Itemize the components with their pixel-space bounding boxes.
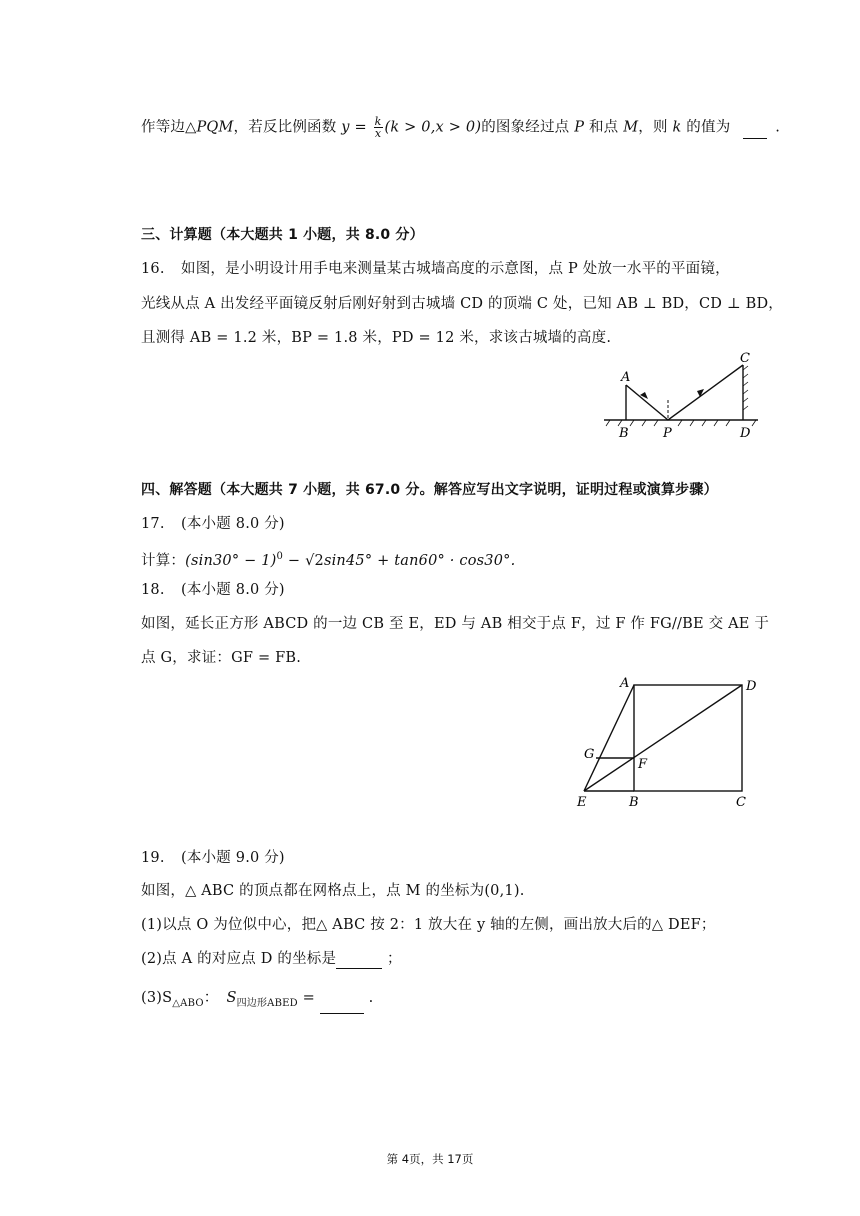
question-number: 16.: [141, 261, 165, 277]
question-score: (本小题 8.0 分): [181, 516, 285, 532]
label-F: F: [638, 757, 648, 772]
q18-header: [141, 580, 285, 600]
question-number: 17.: [141, 516, 165, 532]
section-heading: 四、解答题（本大题共 7 小题，共 67.0 分。解答应写出文字说明，证明过程或演算步骤）: [141, 482, 718, 498]
q15-function: y =: [341, 119, 372, 136]
q17-header: [141, 514, 285, 534]
question-number: 18.: [141, 582, 165, 598]
label-C: C: [740, 351, 750, 366]
square-ABCD: [634, 685, 742, 791]
q16-line3: 且测得 AB = 1.2 米，BP = 1.8 米，PD = 12 米，求该古城墙的高度.: [141, 330, 612, 346]
q17-expression: 计算：$(\sin 30^\circ - 1)^0 - √2\sin 45^\circ + \tan 60^\circ \cdot \cos 30^\circ$.: [141, 551, 516, 569]
label-G: G: [584, 747, 595, 762]
q19-line4: $(3)S_{\triangle ABO}$： $S_{四边形ABED}$ = .: [141, 988, 373, 1014]
answer-blank: [320, 997, 364, 1014]
section-heading: 三、计算题（本大题共 1 小题，共 8.0 分）: [141, 227, 424, 243]
mirror-diagram: [600, 348, 780, 443]
q19-line2: (1)以点 O 为位似中心，把△ ABC 按 2：1 放大在 y 轴的左侧，画出放大后的△ DEF；: [141, 917, 716, 933]
arrow-icon: [697, 389, 704, 397]
q19-header: [141, 848, 285, 868]
q15-triangle: PQM: [196, 119, 234, 136]
question-score: (本小题 9.0 分): [181, 850, 285, 866]
label-C: C: [736, 795, 746, 810]
wall-hatching: [743, 366, 748, 410]
q19-line3: (2)点 A 的对应点 D 的坐标是 ；: [141, 951, 402, 967]
q15-fraction: $\frac{k}{x}$: [374, 115, 382, 140]
q16-line2: 光线从点 A 出发经平面镜反射后刚好射到古城墙 CD 的顶端 C 处，已知 AB ⊥ BD，CD ⊥ BD，: [141, 296, 783, 312]
q15-text: 的图象经过点: [481, 119, 575, 136]
q15-text: ，若反比例函数: [233, 119, 342, 136]
q15-condition: (k > 0,x > 0): [384, 119, 482, 136]
answer-blank: [336, 952, 382, 969]
page-footer: 第 4页，共 17页: [386, 1152, 474, 1166]
light-path: [626, 365, 743, 420]
q19-line1: 如图，△ ABC 的顶点都在网格点上，点 M 的坐标为(0,1).: [141, 883, 525, 899]
label-E: E: [577, 795, 587, 810]
q18-line1: 如图，延长正方形 ABCD 的一边 CB 至 E，ED 与 AB 相交于点 F，过 F 作 FG//BE 交 AE 于: [141, 616, 770, 632]
segment-AE: [584, 685, 634, 791]
label-P: P: [663, 426, 672, 441]
segment-ED: [584, 685, 742, 791]
q16-line1: 16. 如图，是小明设计用手电来测量某古城墙高度的示意图，点 P 处放一水平的平面镜，: [141, 261, 730, 277]
label-A: A: [620, 676, 630, 691]
label-B: B: [619, 426, 629, 441]
question-score: (本小题 8.0 分): [181, 582, 285, 598]
answer-blank: [743, 122, 767, 139]
label-B: B: [629, 795, 639, 810]
square-diagram: [572, 672, 762, 812]
q15-text: 作等边△: [141, 119, 197, 136]
label-A: A: [621, 370, 631, 385]
question-number: 19.: [141, 850, 165, 866]
label-D: D: [740, 426, 751, 441]
q18-line2: 点 G，求证：GF = FB.: [141, 650, 302, 666]
label-D: D: [746, 679, 757, 694]
q15-tail: 作等边△PQM，若反比例函数 y = $\frac{k}{x}$ (k > 0,x > 0)的图象经过点 P 和点 M，则 k 的值为 .: [141, 115, 781, 140]
